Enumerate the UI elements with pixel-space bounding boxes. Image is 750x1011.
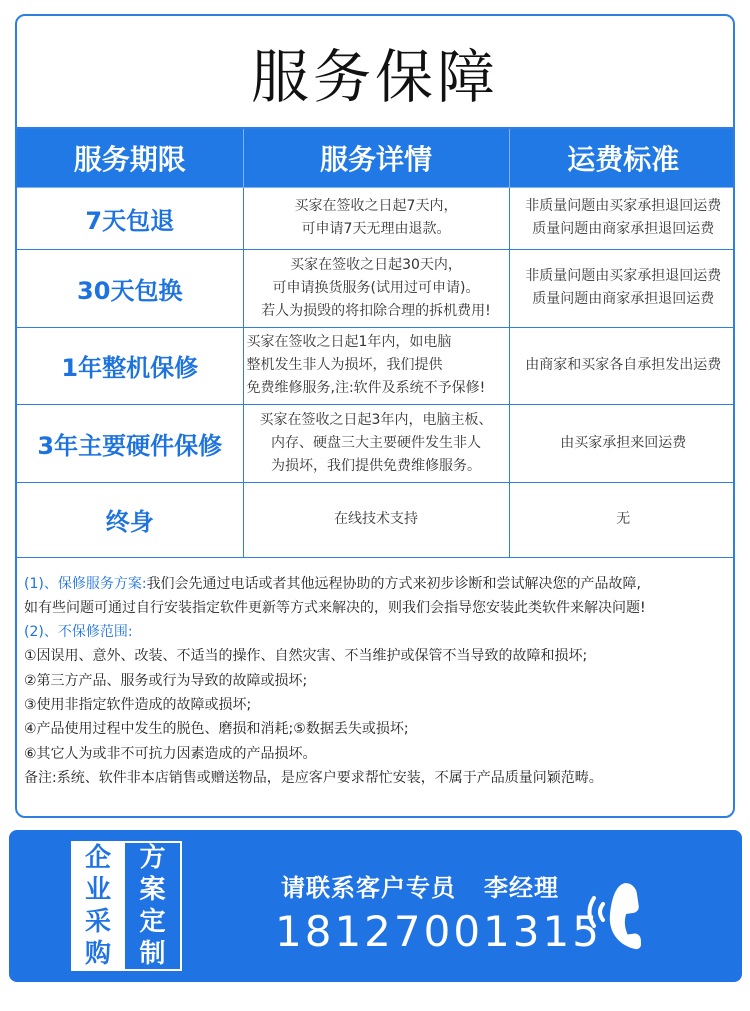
stamp-column-left	[71, 841, 125, 971]
table-row	[17, 249, 735, 327]
header-period: 服务期限	[17, 129, 243, 187]
page-title: 服务保障	[17, 16, 733, 129]
fee-line: 由买家承担来回运费	[560, 434, 687, 451]
fee-cell	[509, 327, 735, 404]
fee-cell	[509, 249, 735, 327]
detail-cell	[243, 249, 509, 327]
notes-remark: 备注:系统、软件非本店销售或赠送物品，是应客户要求帮忙安装，不属于产品质量问颖范畴。	[24, 769, 603, 786]
detail-cell	[243, 187, 509, 249]
notes-item1-text: 我们会先通过电话或者其他远程协助的方式来初步诊断和尝试解决您的产品故障,	[146, 575, 642, 592]
phone-icon	[579, 878, 651, 950]
fee-line: 非质量问题由买家承担退回运费	[525, 198, 722, 214]
stamp-char: 企	[84, 843, 111, 873]
table-header-row	[17, 129, 735, 187]
notes-line: ①因误用、意外、改装、不适当的操作、自然灾害、不当维护或保管不当导致的故障和损坏;	[24, 648, 588, 665]
stamp-char: 定	[139, 907, 166, 937]
period-cell: 3年主要硬件保修	[17, 404, 243, 482]
fee-cell	[509, 404, 735, 482]
detail-cell	[243, 404, 509, 482]
detail-line: 免费维修服务,注:软件及系统不予保修!	[246, 380, 486, 396]
notes-line: ⑥其它人为或非不可抗力因素造成的产品损坏。	[24, 745, 317, 762]
period-cell: 终身	[17, 482, 243, 557]
period-cell: 30天包换	[17, 249, 243, 327]
contact-label	[281, 868, 559, 903]
period-cell: 1年整机保修	[17, 327, 243, 404]
fee-cell	[509, 187, 735, 249]
detail-cell	[243, 482, 509, 557]
stamp-char: 购	[84, 939, 111, 969]
fee-cell	[509, 482, 735, 557]
detail-line: 买家在签收之日起1年内，如电脑	[246, 334, 452, 350]
warranty-notes	[17, 558, 733, 791]
detail-cell	[243, 327, 509, 404]
stamp-column-right	[125, 841, 182, 971]
detail-line: 整机发生非人为损坏，我们提供	[246, 357, 443, 373]
detail-line: 买家在签收之日起3年内，电脑主板、	[259, 411, 493, 428]
detail-line: 可申请换货服务(试用过可申请)。	[272, 279, 480, 296]
table-row	[17, 327, 735, 404]
detail-line: 内存、硬盘三大主要硬件发生非人	[271, 434, 481, 451]
fee-line: 非质量问题由买家承担退回运费	[525, 268, 722, 284]
stamp-char: 案	[139, 875, 166, 905]
notes-line: ④产品使用过程中发生的脱色、磨损和消耗;⑤数据丢失或损坏;	[24, 721, 409, 738]
detail-line: 买家在签收之日起30天内，	[290, 256, 462, 273]
detail-line: 可申请7天无理由退款。	[301, 221, 451, 237]
fee-line: 质量问题由商家承担退回运费	[532, 291, 715, 307]
stamp-char: 采	[84, 907, 111, 937]
fee-line: 由商家和买家各自承担发出运费	[525, 357, 722, 373]
contact-banner	[9, 830, 742, 982]
table-row	[17, 482, 735, 557]
detail-line: 若人为损毁的将扣除合理的拆机费用!	[261, 302, 491, 319]
fee-line: 质量问题由商家承担退回运费	[532, 221, 715, 237]
contact-role: 请联系客户专员	[281, 874, 456, 902]
notes-item2-label: (2)、不保修范围:	[24, 624, 133, 641]
stamp-char: 制	[139, 939, 166, 969]
service-guarantee-card	[15, 14, 735, 818]
header-fee: 运费标准	[509, 129, 735, 187]
detail-line: 为损坏，我们提供免费维修服务。	[271, 457, 481, 474]
period-cell: 7天包退	[17, 187, 243, 249]
notes-line: ②第三方产品、服务或行为导致的故障或损坏;	[24, 672, 308, 689]
table-row	[17, 404, 735, 482]
table-row	[17, 187, 735, 249]
service-table	[17, 129, 735, 558]
fee-line: 无	[616, 511, 631, 527]
notes-item1-label: (1)、保修服务方案:	[24, 575, 147, 592]
detail-line: 买家在签收之日起7天内，	[294, 198, 458, 214]
stamp-char: 业	[84, 875, 111, 905]
notes-line: 如有些问题可通过自行安装指定软件更新等方式来解决的，则我们会指导您安装此类软件来解决问题!	[24, 599, 646, 616]
detail-line: 在线技术支持	[334, 511, 418, 527]
notes-line	[24, 572, 726, 596]
notes-line: ③使用非指定软件造成的故障或损坏;	[24, 696, 252, 713]
stamp-char: 方	[139, 843, 166, 873]
phone-number[interactable]: 18127001315	[275, 907, 602, 956]
enterprise-stamp	[71, 841, 182, 971]
contact-name: 李经理	[484, 874, 559, 902]
header-detail: 服务详情	[243, 129, 509, 187]
